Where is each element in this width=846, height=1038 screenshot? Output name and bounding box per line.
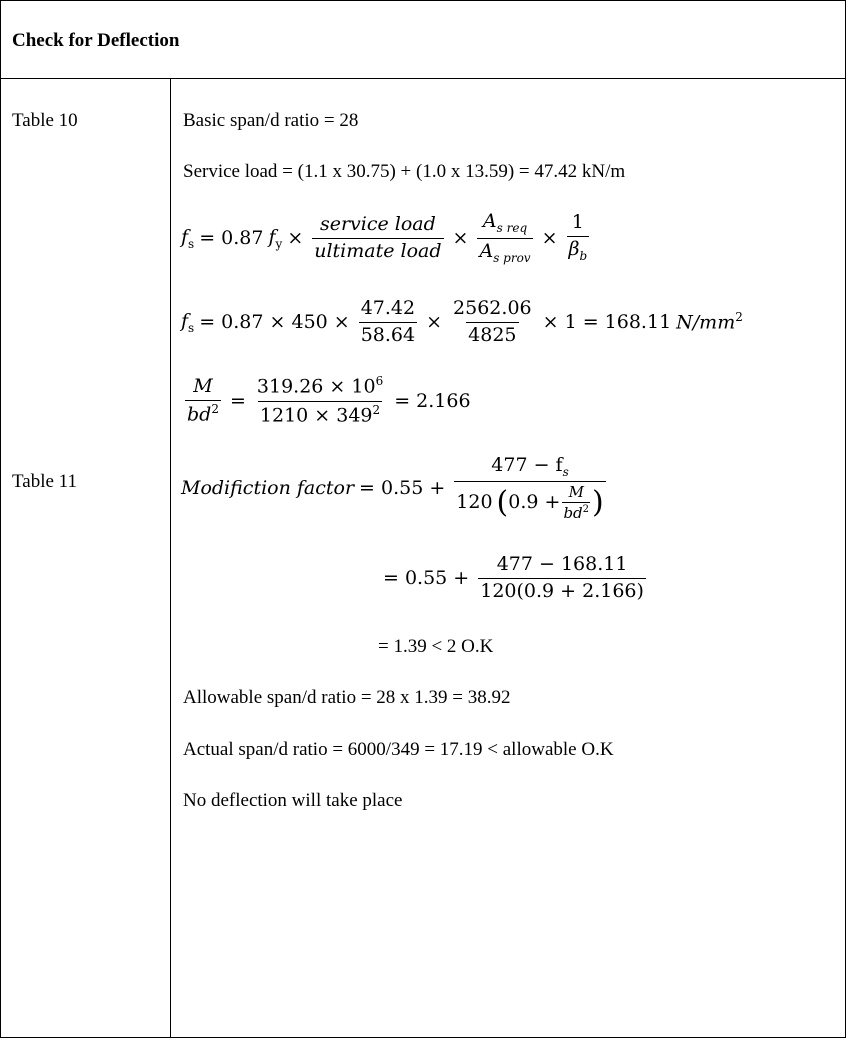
mod-numerator: 477 − f (491, 453, 563, 476)
times-sign: × (287, 227, 304, 249)
load-ratio-fraction (312, 214, 443, 263)
mod-denominator-inner: 0.9 + (508, 490, 561, 513)
times-sign: × (541, 227, 558, 249)
inner-m-numerator: M (568, 483, 584, 502)
fs-value-prefix: = 0.87 × 450 × (199, 311, 350, 333)
fs-symbol: f (181, 225, 189, 248)
fs-unit-exponent: 2 (735, 310, 743, 325)
bd-exponent: 2 (211, 401, 219, 416)
m-numerator: M (193, 374, 213, 397)
inner-bd-exponent: 2 (582, 503, 590, 515)
mod-value-numerator: 477 − 168.11 (496, 552, 628, 575)
service-load-numerator: service load (319, 212, 436, 235)
moment-numerator: 319.26 × 10 (256, 375, 376, 398)
modification-factor-value-equation (378, 548, 650, 608)
m-bd2-equation (181, 372, 476, 430)
mod-denominator-prefix: 120 (456, 490, 493, 513)
mod-numerator-subscript: s (562, 464, 569, 479)
times-sign: × (452, 227, 469, 249)
fy-symbol: f (268, 225, 276, 248)
modification-factor-result: = 1.39 < 2 O.K (378, 636, 494, 657)
steel-area-fraction (477, 211, 532, 265)
deflection-conclusion: No deflection will take place (183, 790, 403, 811)
modification-factor-prefix: = 0.55 + (359, 477, 446, 499)
beta-fraction (567, 212, 590, 263)
fs-general-equation (181, 208, 593, 268)
column-divider (170, 79, 171, 1037)
as-req-subscript: s req (496, 220, 528, 235)
mod-value-prefix: = 0.55 + (383, 567, 470, 589)
fs-subscript: s (188, 236, 195, 251)
header-divider (1, 78, 845, 79)
m-bd2-result: = 2.166 (394, 390, 471, 412)
bd-denominator: bd (187, 403, 212, 426)
inner-bd-denominator: bd (563, 503, 583, 522)
beta-numerator: 1 (571, 211, 584, 234)
inner-m-bd2-fraction (562, 484, 590, 521)
basic-span-ratio: Basic span/d ratio = 28 (183, 110, 359, 131)
allowable-span-ratio: Allowable span/d ratio = 28 x 1.39 = 38.92 (183, 687, 511, 708)
reference-table-10: Table 10 (12, 110, 78, 131)
moment-exponent: 6 (375, 374, 384, 389)
moment-value-fraction (255, 375, 385, 426)
beta-symbol: β (568, 238, 580, 261)
modification-factor-fraction: $477 - f_s$ 120 ( 0.9 + $\frac{M}{bd^2}$ ) (456, 453, 604, 522)
beta-subscript: b (579, 248, 588, 263)
mod-value-fraction (478, 554, 646, 603)
fs-value-suffix: × 1 = 168.11 (542, 311, 672, 333)
as-prov-subscript: s prov (493, 250, 531, 265)
modification-factor-equation (181, 448, 610, 528)
area-value-denominator: 4825 (468, 323, 517, 346)
section-exponent: 2 (372, 402, 381, 417)
section-denominator: 1210 × 349 (259, 403, 373, 426)
section-title: Check for Deflection (12, 30, 180, 51)
fs-unit: N/mm (676, 311, 736, 334)
as-req-symbol: A (482, 209, 497, 232)
reference-table-11: Table 11 (12, 471, 77, 492)
fs-subscript: s (188, 320, 195, 335)
fs-symbol: f (181, 309, 189, 332)
load-value-numerator: 47.42 (360, 296, 416, 319)
as-prov-symbol: A (479, 239, 494, 262)
m-bd2-fraction (185, 376, 221, 426)
actual-span-ratio: Actual span/d ratio = 6000/349 = 17.19 < allowable O.K (183, 739, 614, 760)
equals-sign: = (229, 390, 246, 412)
area-value-numerator: 2562.06 (453, 296, 532, 319)
modification-factor-label: Modifiction factor (181, 477, 355, 499)
fs-value-equation: $f_s$ = 0.87 × 450 × $\frac{47.42}{58.64}$ × $\frac{2562.06}{4825}$ × 1 = 168.11 $N/mm^2$ (181, 296, 743, 346)
mod-value-denominator: 120(0.9 + 2.166) (480, 579, 644, 602)
area-value-fraction (451, 298, 534, 347)
service-load-line: Service load = (1.1 x 30.75) + (1.0 x 13.59) = 47.42 kN/m (183, 161, 626, 182)
fy-subscript: y (275, 236, 283, 251)
load-value-denominator: 58.64 (360, 323, 416, 346)
fs-coefficient: = 0.87 (199, 227, 264, 249)
ultimate-load-denominator: ultimate load (314, 239, 442, 262)
load-value-fraction (359, 298, 417, 347)
